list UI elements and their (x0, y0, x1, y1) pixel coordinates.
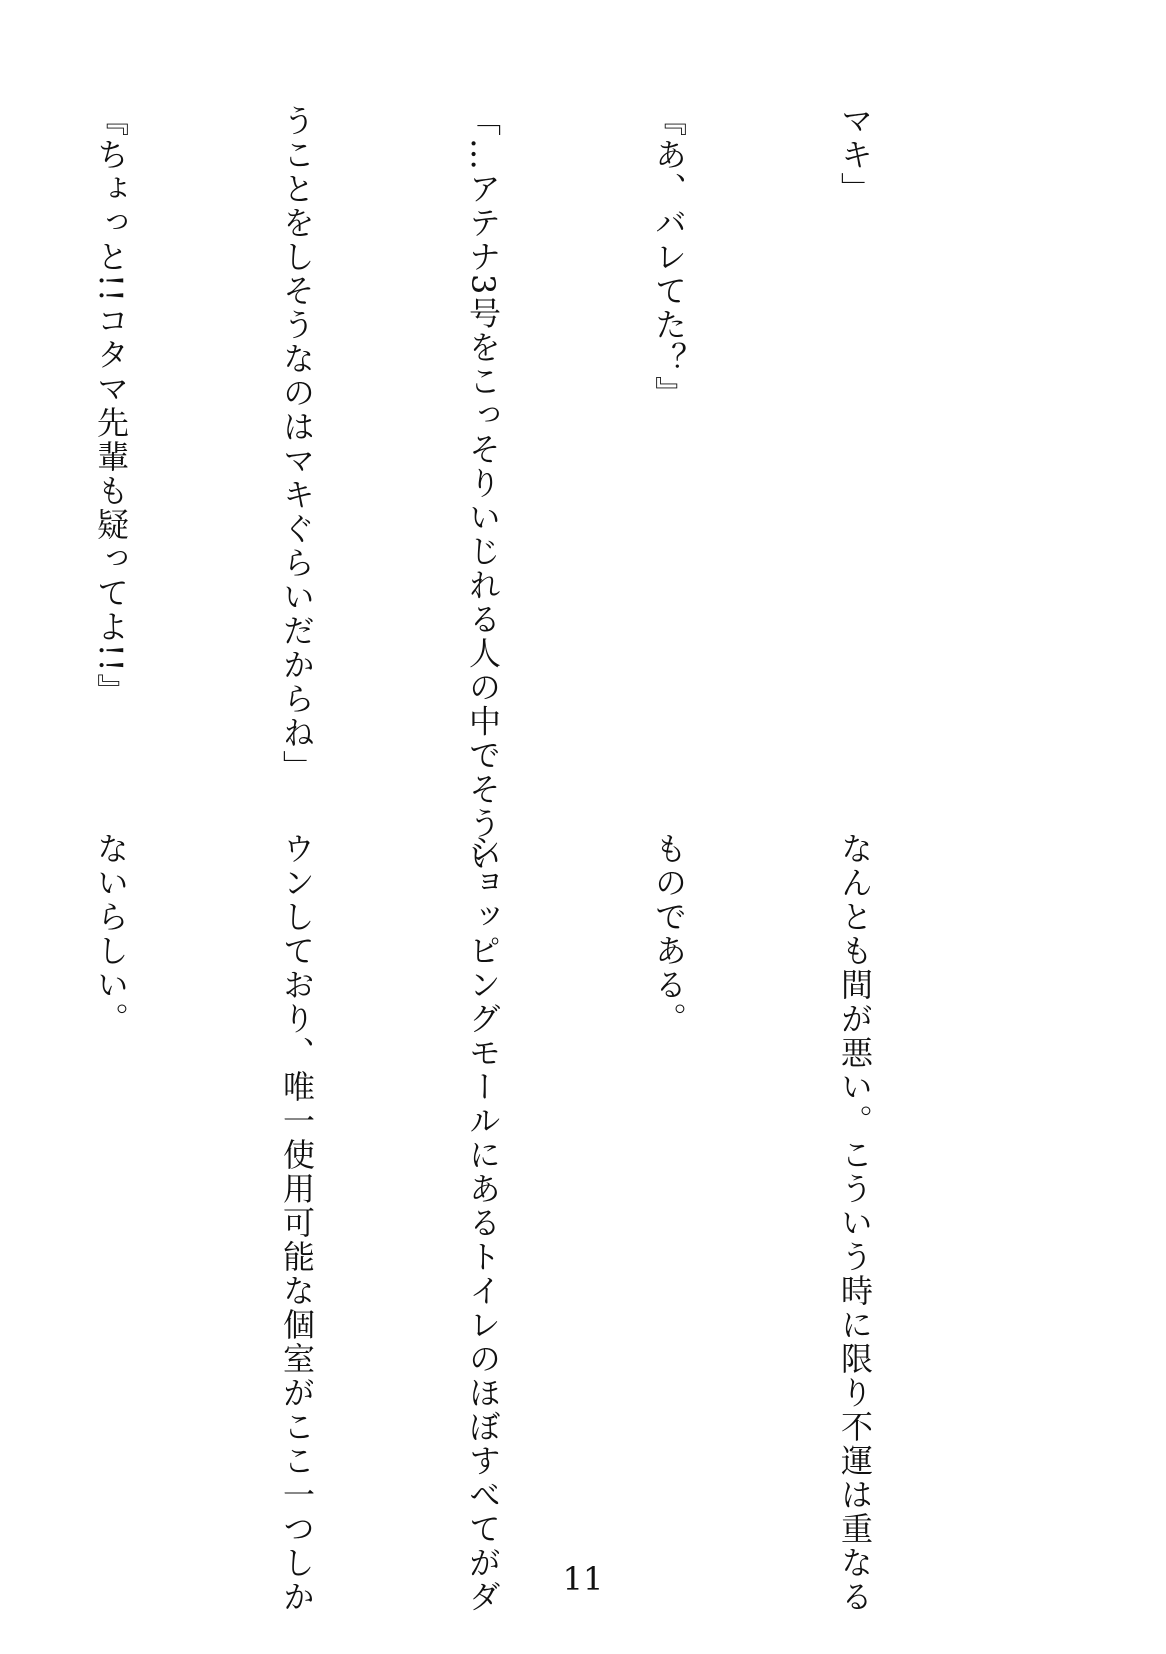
text-line: うことをしそうなのはマキぐらいだからね」 (278, 104, 316, 784)
text-line: ウンしており、唯一使用可能な個室がここ一つしか (278, 832, 316, 1614)
text-line: ショッピングモールにあるトイレのほぼすべてがダ (464, 832, 502, 1614)
page-number: 11 (562, 1560, 604, 1598)
text-line: 「…アテナ3号をこっそりいじれる人の中でそうい (464, 104, 502, 875)
text-line: ないらしい。 (92, 832, 130, 1036)
text-line: 『あ、バレてた？』 (650, 104, 688, 410)
text-line: ものである。 (650, 832, 688, 1036)
text-block-top (92, 104, 1010, 875)
text-line: 『ちょっと!!コタマ先輩も疑ってよ!!』 (92, 104, 130, 708)
text-line: なんとも間が悪い。こういう時に限り不運は重なる (836, 832, 874, 1614)
text-line: マキ」 (836, 104, 874, 206)
